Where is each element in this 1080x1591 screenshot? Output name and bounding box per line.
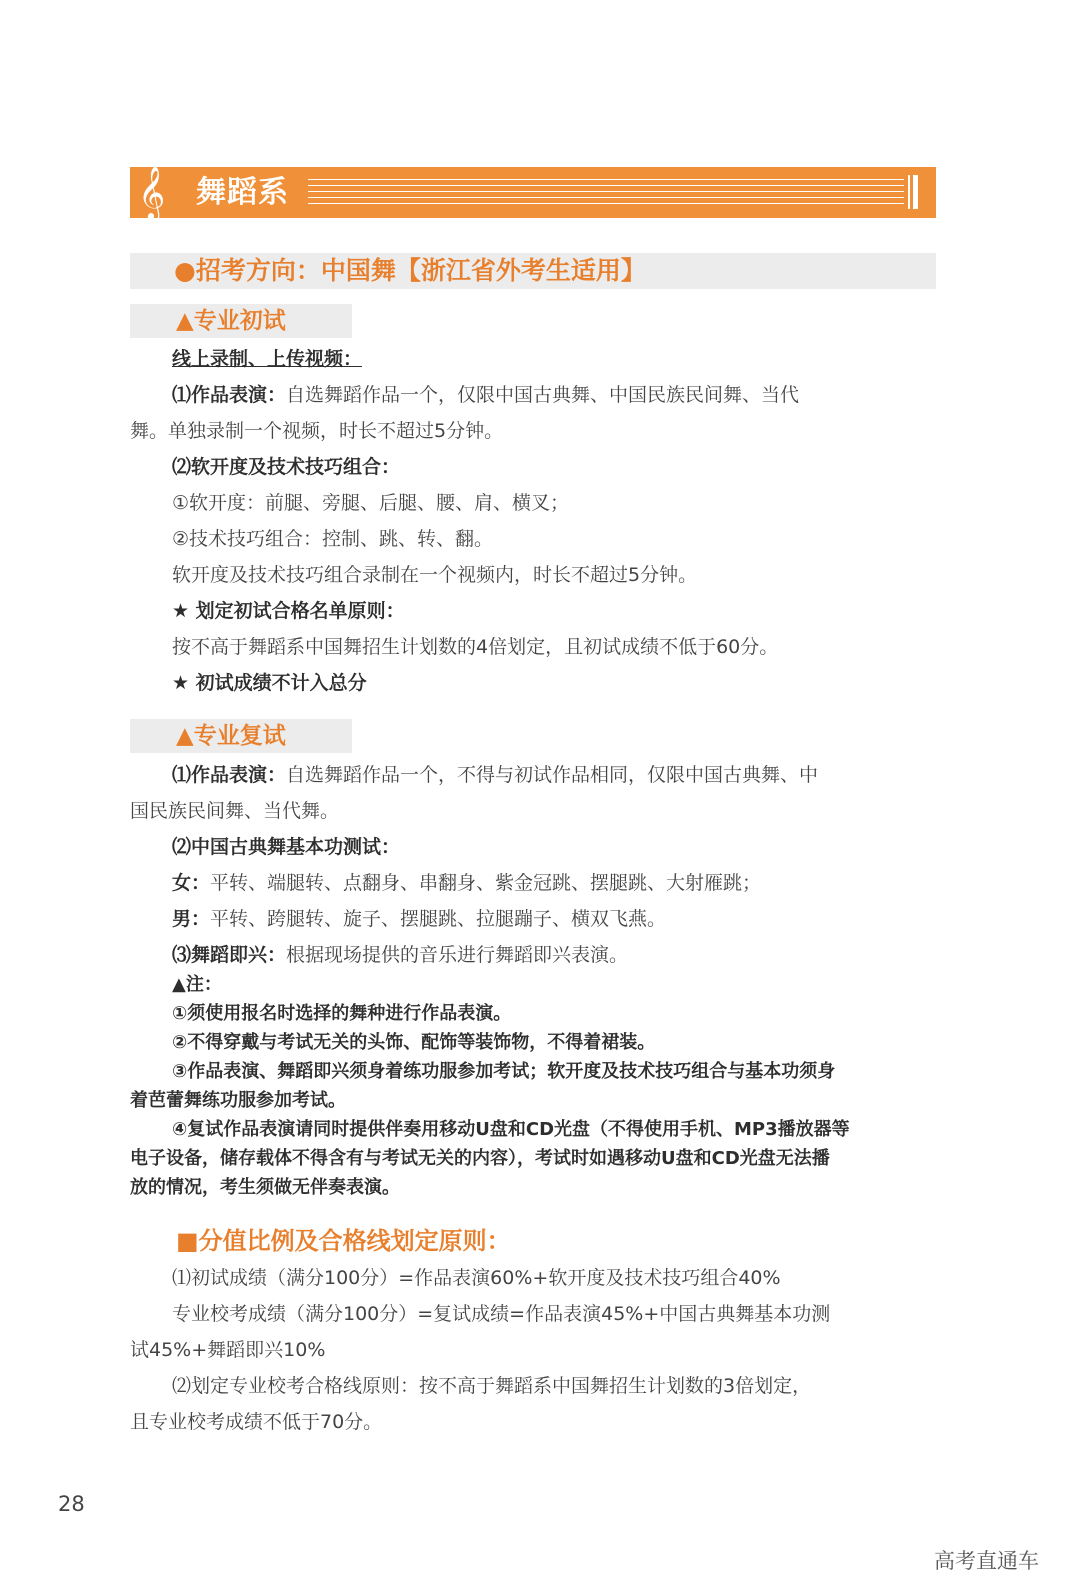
retest-heading: ▲专业复试: [176, 723, 286, 749]
exam-direction-band: [130, 253, 936, 289]
score-principle-heading: ■分值比例及合格线划定原则：: [176, 1227, 511, 1255]
score-line-3: ⑵划定专业校考合格线原则：按不高于舞蹈系中国舞招生计划数的3倍划定，: [172, 1375, 812, 1397]
initial-subtitle: 线上录制、上传视频：: [172, 348, 363, 370]
retest-note-1: ①须使用报名时选择的舞种进行作品表演。: [172, 1003, 512, 1024]
watermark-text: 高考直通车: [934, 1549, 1039, 1573]
initial-test-heading: ▲专业初试: [176, 308, 286, 334]
retest-item-1: ⑴作品表演：自选舞蹈作品一个，不得与初试作品相同，仅限中国古典舞、中: [172, 764, 819, 786]
retest-note-2: ②不得穿戴与考试无关的头饰、配饰等装饰物，不得着裙装。: [172, 1032, 656, 1053]
initial-item-2-skill: ②技术技巧组合：控制、跳、转、翻。: [172, 528, 494, 550]
retest-note-3-cont: 着芭蕾舞练功服参加考试。: [130, 1090, 346, 1111]
score-line-2: 专业校考成绩（满分100分）=复试成绩=作品表演45%+中国古典舞基本功测: [172, 1303, 831, 1325]
retest-heading-band: [130, 719, 352, 753]
retest-item-1-cont: 国民族民间舞、当代舞。: [130, 800, 340, 822]
department-banner: [130, 167, 936, 218]
retest-male: 男：平转、跨腿转、旋子、摆腿跳、拉腿蹦子、横双飞燕。: [172, 908, 667, 930]
department-title: 舞蹈系: [196, 175, 289, 210]
exam-direction-title: ●招考方向：中国舞【浙江省外考生适用】: [174, 256, 646, 285]
retest-item-2: ⑵中国古典舞基本功测试：: [172, 836, 401, 858]
initial-item-1-cont: 舞。单独录制一个视频，时长不超过5分钟。: [130, 420, 504, 442]
music-staff-decoration: [308, 179, 904, 205]
initial-item-1: ⑴作品表演：自选舞蹈作品一个，仅限中国古典舞、中国民族民间舞、当代: [172, 384, 800, 406]
retest-item-3: ⑶舞蹈即兴：根据现场提供的音乐进行舞蹈即兴表演。: [172, 944, 629, 966]
retest-note-4-cont-2: 放的情况，考生须做无伴奏表演。: [130, 1177, 400, 1198]
treble-clef-icon: 𝄞: [138, 165, 166, 219]
initial-score-note: ★ 初试成绩不计入总分: [172, 672, 367, 694]
retest-note-4: ④复试作品表演请同时提供伴奏用移动U盘和CD光盘（不得使用手机、MP3播放器等: [172, 1119, 850, 1140]
staff-end-barline: [913, 175, 918, 209]
initial-rule-text: 按不高于舞蹈系中国舞招生计划数的4倍划定，且初试成绩不低于60分。: [172, 636, 779, 658]
score-line-1: ⑴初试成绩（满分100分）=作品表演60%+软开度及技术技巧组合40%: [172, 1267, 781, 1289]
page-number: 28: [58, 1492, 85, 1516]
retest-note-3: ③作品表演、舞蹈即兴须身着练功服参加考试；软开度及技术技巧组合与基本功须身: [172, 1061, 836, 1082]
retest-note-4-cont-1: 电子设备，储存载体不得含有与考试无关的内容），考试时如遇移动U盘和CD光盘无法播: [130, 1148, 830, 1169]
score-line-2-cont: 试45%+舞蹈即兴10%: [130, 1339, 326, 1361]
initial-item-2: ⑵软开度及技术技巧组合：: [172, 456, 401, 478]
initial-rule-title: ★ 划定初试合格名单原则：: [172, 600, 405, 622]
retest-note-head: ▲注：: [172, 974, 222, 995]
score-line-3-cont: 且专业校考成绩不低于70分。: [130, 1411, 383, 1433]
initial-test-heading-band: [130, 304, 352, 338]
initial-item-2-flex: ①软开度：前腿、旁腿、后腿、腰、肩、横叉；: [172, 492, 570, 514]
staff-barline: [908, 175, 910, 209]
retest-female: 女：平转、端腿转、点翻身、串翻身、紫金冠跳、摆腿跳、大射雁跳；: [172, 872, 762, 894]
initial-item-2-note: 软开度及技术技巧组合录制在一个视频内，时长不超过5分钟。: [172, 564, 698, 586]
